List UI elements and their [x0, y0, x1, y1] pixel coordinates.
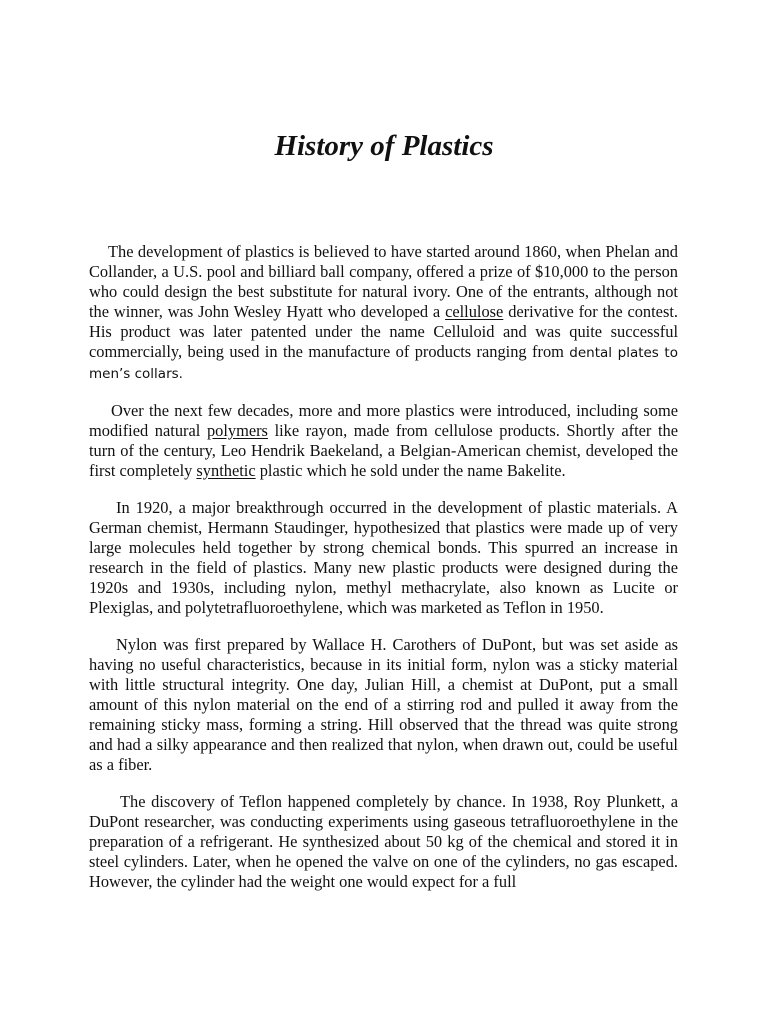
page-title: History of Plastics — [274, 130, 494, 162]
polymers-link[interactable]: polymers — [206, 421, 268, 440]
paragraph-celluloid — [89, 242, 678, 384]
paragraph-nylon — [89, 635, 678, 775]
text-run: The discovery of Teflon happened completely by chance. In 1938, Roy Plunkett, a DuPont researcher, was conducting experiments using gaseous tetrafluoroethylene in the preparation of a refrigerant. He synthesized about 50 kg of the chemical and stored it in steel cylinders. Later, when he opened the valve on one of the cylinders, no gas escaped. However, the cylinder had the weight one would expect for a full — [89, 792, 678, 891]
text-run: In 1920, a major breakthrough occurred in the development of plastic materials. A German chemist, Hermann Staudinger, hypothesized that plastics were made up of very large molecules held together by strong chemical bonds. This spurred an increase in research in the field of plastics. Many new plastic products were designed during the 1920s and 1930s, including nylon, methyl methacrylate, also known as Lucite or Plexiglas, and polytetrafluoroethylene, which was marketed as Teflon in 1950. — [89, 498, 678, 617]
text-run: dental plates to men’s collars. — [89, 345, 678, 382]
document-body — [89, 242, 678, 909]
text-run: Nylon was first prepared by Wallace H. Carothers of DuPont, but was set aside as having no useful characteristics, because in its initial form, nylon was a sticky material with little structural integrity. One day, Julian Hill, a chemist at DuPont, put a small amount of this nylon material on the end of a stirring rod and pulled it away from the remaining sticky mass, forming a string. Hill observed that the thread was quite strong and had a silky appearance and then realized that nylon, when drawn out, could be useful as a fiber. — [89, 635, 678, 774]
paragraph-teflon — [89, 792, 678, 892]
synthetic-link[interactable]: synthetic — [196, 461, 256, 480]
text-run: The development of plastics is believed to have started around 1860, when Phelan and Collander, a U.S. pool and billiard ball company, offered a prize of $10,000 to the person who could design the best substitute for natural ivory. One of the entrants, although not the winner, was John Wesley Hyatt who developed a — [89, 242, 678, 321]
text-run: derivative for the contest. His product was later patented under the name Celluloid and was quite successful commercially, being used in the manufacture of products ranging from — [89, 302, 678, 361]
cellulose-link[interactable]: cellulose — [445, 302, 504, 321]
text-run: Over the next few decades, more and more plastics were introduced, including some modified natural — [89, 401, 678, 440]
text-run: like rayon, made from cellulose products. Shortly after the turn of the century, Leo Hendrik Baekeland, a Belgian-American chemist, developed the first completely — [89, 421, 678, 480]
text-run: plastic which he sold under the name Bakelite. — [255, 461, 566, 480]
paragraph-1920-breakthrough — [89, 498, 678, 618]
paragraph-bakelite — [89, 401, 678, 481]
